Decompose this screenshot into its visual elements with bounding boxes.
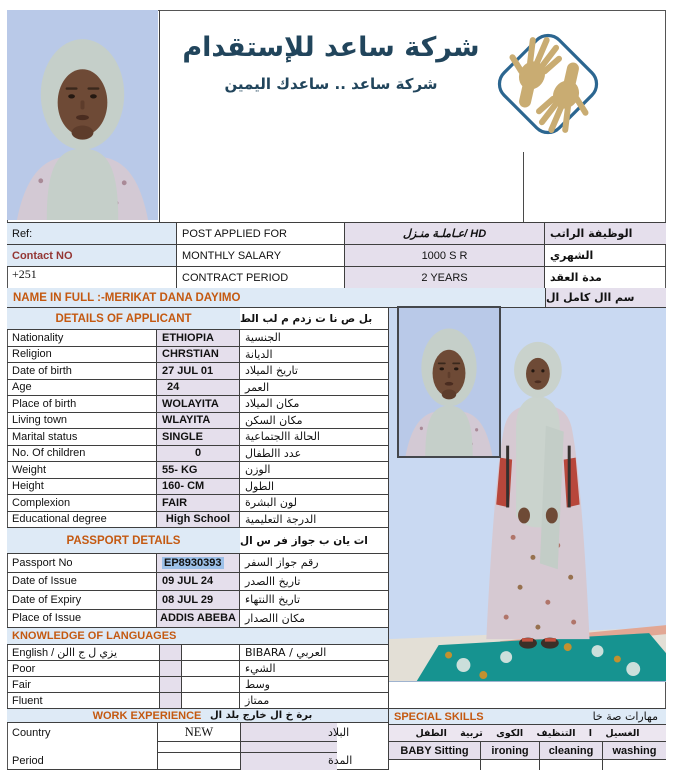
detail-label: Educational degree (7, 512, 157, 529)
skills-categories-ar: الغسيل ا التنظيف الكوى تربية الطفل (389, 725, 666, 742)
contact-no-value: +251 (7, 267, 177, 289)
language-label: English / يزي ل ج االن (7, 645, 160, 661)
work-empty-cell (158, 742, 241, 753)
language-check-cell (182, 661, 240, 677)
detail-label-ar: الطول (240, 479, 388, 496)
monthly-salary-label-ar: الشهري (545, 245, 666, 267)
skill-empty-cell (389, 760, 481, 770)
work-section-header (7, 709, 388, 723)
language-label: Fair (7, 677, 160, 693)
language-label: Fluent (7, 693, 160, 709)
country-label: Country (12, 726, 51, 739)
skills-header-title: SPECIAL SKILLS (394, 710, 484, 723)
period-label: Period (12, 754, 44, 767)
skill-empty-cell (603, 760, 666, 770)
work-extra-cell (241, 723, 337, 742)
detail-value: WOLAYITA (157, 396, 240, 413)
language-check-cell (182, 645, 240, 661)
detail-label-ar: العمر (240, 380, 388, 397)
country-value: NEW (158, 723, 241, 742)
detail-label-ar: تاريخ الميلاد (240, 363, 388, 380)
post-applied-label-ar: الوظيفة الراتب (545, 223, 666, 245)
passport-label-ar: تاريخ االنتهاء (240, 591, 388, 610)
period-label-ar: المدة (328, 754, 353, 767)
work-extra-cell (241, 753, 337, 770)
language-label-ar: العربي / BIBARA (240, 645, 388, 661)
passport-label-ar: رقم جواز السفر (240, 554, 388, 573)
detail-label-ar: لون البشرة (240, 495, 388, 512)
post-applied-value: عـاملـة منـزل/ HD (345, 223, 545, 245)
company-logo (477, 13, 619, 155)
language-check-cell (160, 677, 182, 693)
contract-period-label-ar: مدة العقد (545, 267, 666, 289)
language-check-cell (160, 693, 182, 709)
passport-label: Place of Issue (7, 610, 157, 629)
skills-header-title-ar: مهارات صة خا (592, 710, 658, 723)
two-hands-diamond-icon (477, 13, 619, 155)
detail-label: Living town (7, 413, 157, 430)
passport-header-title-ar: ات يان ب جواز فر س ال (240, 534, 368, 547)
company-header (168, 26, 494, 93)
detail-label-ar: الوزن (240, 462, 388, 479)
work-header-title: WORK EXPERIENCE (92, 709, 202, 722)
passport-label: Passport No (7, 554, 157, 573)
details-header-title-ar: بل ص نا ت زدم م لب الط (240, 312, 373, 325)
passport-table (7, 554, 388, 628)
detail-label: Complexion (7, 495, 157, 512)
languages-table (7, 645, 388, 709)
top-info-table (7, 222, 666, 289)
applicant-inset-portrait (397, 306, 501, 458)
skill-empty-cell (481, 760, 540, 770)
header-divider (523, 152, 524, 222)
company-title: شركة ساعد للإستقدام (182, 32, 480, 63)
detail-value: High School (157, 512, 240, 529)
passport-label: Date of Expiry (7, 591, 157, 610)
details-header-title: DETAILS OF APPLICANT (7, 308, 240, 329)
detail-value: CHRSTIAN (157, 347, 240, 364)
passport-value: 08 JUL 29 (157, 591, 240, 610)
detail-value: 0 (157, 446, 240, 463)
skill-column-washing: washing (603, 742, 666, 760)
detail-label: Nationality (7, 330, 157, 347)
detail-label-ar: عدد االطفال (240, 446, 388, 463)
detail-label: Height (7, 479, 157, 496)
language-label-ar: وسط (240, 677, 388, 693)
skill-empty-cell (540, 760, 603, 770)
name-in-full-label-ar: سم اال كامل ال (545, 288, 666, 307)
passport-section-header (7, 528, 388, 554)
detail-label-ar: الجنسية (240, 330, 388, 347)
skill-column-ironing: ironing (481, 742, 540, 760)
passport-number-value: EP8930393 (164, 556, 222, 569)
language-check-cell (160, 645, 182, 661)
detail-label: Age (7, 380, 157, 397)
work-extra-cell (241, 742, 337, 753)
passport-value: ADDIS ABEBA (157, 610, 240, 629)
company-subtitle: شركة ساعد .. ساعدك اليمين (224, 75, 438, 94)
language-label: Poor (7, 661, 160, 677)
post-applied-label: POST APPLIED FOR (177, 223, 345, 245)
detail-value: SINGLE (157, 429, 240, 446)
detail-label-ar: الدرجة التعليمية (240, 512, 388, 529)
detail-value: 27 JUL 01 (157, 363, 240, 380)
detail-label-ar: الديانة (240, 347, 388, 364)
contract-period-value: 2 YEARS (345, 267, 545, 289)
skill-column-cleaning: cleaning (540, 742, 603, 760)
portrait-photo-image (7, 10, 158, 220)
name-in-full-text: NAME IN FULL :-MERIKAT DANA DAYIMO (13, 291, 241, 304)
period-value (158, 753, 241, 770)
language-check-cell (182, 677, 240, 693)
ref-label: Ref: (7, 223, 177, 245)
detail-label: Weight (7, 462, 157, 479)
language-label-ar: الشيء (240, 661, 388, 677)
language-check-cell (182, 693, 240, 709)
passport-label-ar: مكان االصدار (240, 610, 388, 629)
details-table (7, 330, 388, 528)
detail-label-ar: مكان السكن (240, 413, 388, 430)
name-in-full-row (7, 288, 666, 308)
skills-table (389, 742, 666, 770)
passport-label-ar: تاريخ االصدر (240, 573, 388, 592)
passport-value: 09 JUL 24 (157, 573, 240, 592)
skills-section-header (389, 708, 666, 725)
work-experience-table (7, 723, 388, 770)
detail-value: ETHIOPIA (157, 330, 240, 347)
language-check-cell (160, 661, 182, 677)
work-value-cells (157, 723, 337, 770)
monthly-salary-value: 1000 S R (345, 245, 545, 267)
detail-label: Date of birth (7, 363, 157, 380)
detail-value: 24 (157, 380, 240, 397)
detail-label: Religion (7, 347, 157, 364)
languages-header-title: KNOWLEDGE OF LANGUAGES (12, 630, 177, 642)
detail-label: Marital status (7, 429, 157, 446)
applicant-portrait-photo (7, 10, 160, 222)
language-label-ar: ممتاز (240, 693, 388, 709)
languages-section-header (7, 628, 388, 645)
passport-label: Date of Issue (7, 573, 157, 592)
detail-value: 55- KG (157, 462, 240, 479)
work-header-title-ar: برة خ ال خارج بلد ال (210, 710, 313, 721)
monthly-salary-label: MONTHLY SALARY (177, 245, 345, 267)
inset-portrait-image (399, 308, 499, 456)
detail-value: WLAYITA (157, 413, 240, 430)
passport-header-title: PASSPORT DETAILS (7, 528, 240, 553)
skill-column-baby-sitting: BABY Sitting (389, 742, 481, 760)
detail-label: Place of birth (7, 396, 157, 413)
details-section-header (7, 308, 388, 330)
detail-label-ar: الحالة االجتماعية (240, 429, 388, 446)
detail-label: No. Of children (7, 446, 157, 463)
detail-value: FAIR (157, 495, 240, 512)
contact-no-label: Contact NO (7, 245, 177, 267)
detail-label-ar: مكان الميلاد (240, 396, 388, 413)
contract-period-label: CONTRACT PERIOD (177, 267, 345, 289)
detail-value: 160- CM (157, 479, 240, 496)
country-label-ar: البلاد (328, 726, 350, 739)
